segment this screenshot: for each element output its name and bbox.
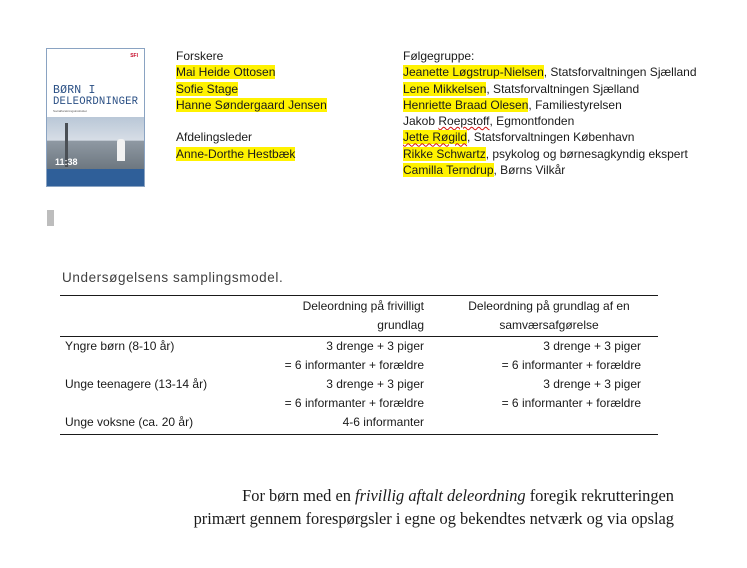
table-bottom-rule (60, 434, 658, 435)
table-cell: 3 drenge + 3 piger = 6 informanter + forældre (284, 377, 424, 410)
researcher-name-1: Mai Heide Ottosen (176, 65, 276, 80)
cover-photo-figure (117, 139, 125, 161)
group-block (403, 48, 697, 178)
group-member: Lene Mikkelsen, Statsforvaltningen Sjælland (403, 81, 640, 96)
report-cover-image (46, 48, 145, 187)
table-cell: 3 drenge + 3 piger = 6 informanter + forældre (501, 377, 641, 410)
table-cell: 4-6 informanter (342, 415, 424, 429)
lead-heading: Afdelingsleder (176, 130, 253, 145)
paragraph-marker (47, 210, 54, 226)
group-member: Jeanette Løgstrup-Nielsen, Statsforvaltningen Sjælland (403, 65, 697, 80)
cover-logo: SFI (130, 53, 138, 59)
group-member: Jette Røgild, Statsforvaltningen København (403, 130, 635, 145)
researchers-block (176, 48, 327, 162)
table-cell: 3 drenge + 3 piger = 6 informanter + forældre (501, 339, 641, 372)
cover-title-line2: DELEORDNINGER (53, 96, 139, 108)
table-top-rule (60, 295, 658, 296)
table-caption: Undersøgelsens samplingsmodel. (62, 270, 284, 285)
lead-name: Anne-Dorthe Hestbæk (176, 146, 296, 161)
table-header-col1: Deleordning på frivilligt grundlag (302, 299, 424, 332)
group-member: Jakob Roepstoff, Egmontfonden (403, 114, 575, 129)
table-header-col2: Deleordning på grundlag af en samværsafgørelse (468, 299, 630, 332)
table-row-label: Yngre børn (8-10 år) (65, 339, 175, 353)
group-member: Henriette Braad Olesen, Familiestyrelsen (403, 97, 622, 112)
cover-subtitle: Socialforskningsinstituttet (53, 109, 87, 113)
group-member: Rikke Schwartz, psykolog og børnesagkyndig ekspert (403, 146, 688, 161)
researcher-name-3: Hanne Søndergaard Jensen (176, 97, 327, 112)
group-member: Camilla Terndrup, Børns Vilkår (403, 163, 566, 178)
body-paragraph: For børn med en frivillig aftalt deleordning foregik rekrutteringen primært gennem forespørgsler i egne og bekendtes netværk og via opslag (193, 486, 674, 528)
researcher-name-2: Sofie Stage (176, 81, 239, 96)
cover-number: 11:38 (55, 157, 78, 167)
table-row-label: Unge voksne (ca. 20 år) (65, 415, 194, 429)
cover-title-line1: BØRN I (53, 84, 96, 97)
group-heading: Følgegruppe: (403, 49, 475, 63)
table-row-label: Unge teenagere (13-14 år) (65, 377, 208, 391)
table-cell: 3 drenge + 3 piger = 6 informanter + forældre (284, 339, 424, 372)
researchers-heading: Forskere (176, 49, 224, 63)
cover-bottom-band (47, 169, 144, 187)
